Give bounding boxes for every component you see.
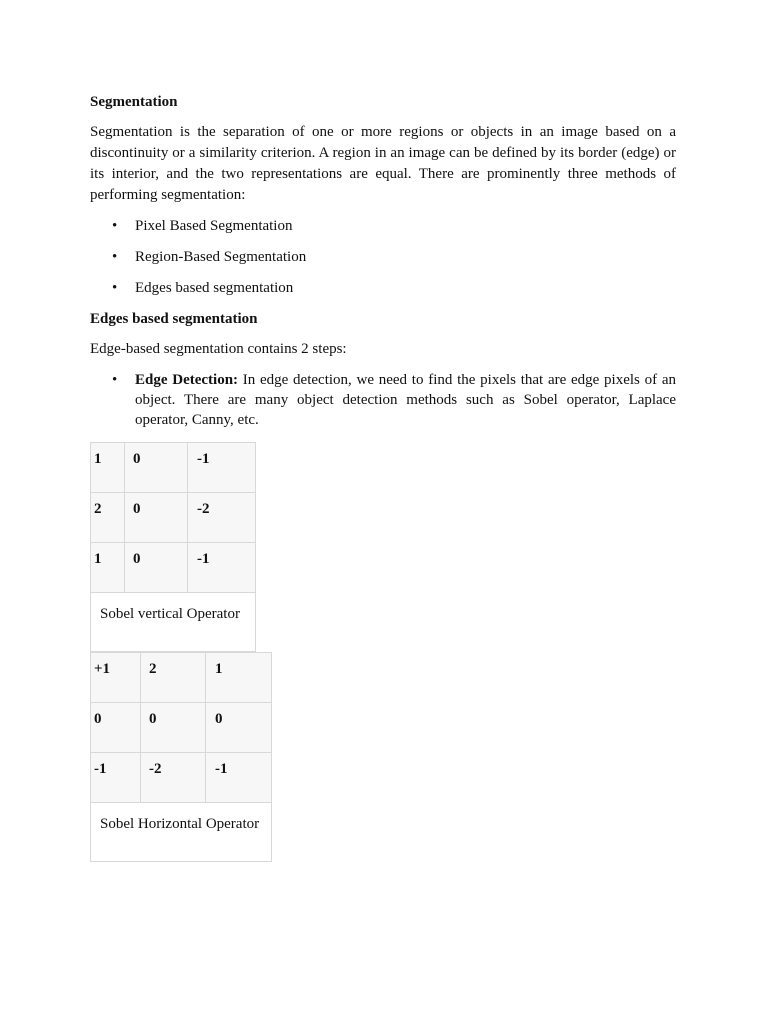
table-cell: 0 — [91, 703, 141, 753]
table-cell: 0 — [125, 493, 188, 543]
table-caption-row — [91, 803, 272, 862]
table-row — [91, 493, 256, 543]
list-item — [90, 370, 676, 430]
sobel-horizontal-table — [90, 652, 272, 862]
table-cell: 2 — [141, 653, 206, 703]
table-cell: 1 — [91, 443, 125, 493]
table-cell: 2 — [91, 493, 125, 543]
table-row — [91, 653, 272, 703]
table-row — [91, 443, 256, 493]
table-cell: -1 — [188, 443, 256, 493]
list-item-text: Edges based segmentation — [135, 280, 294, 296]
bullet-icon: • — [112, 280, 118, 296]
table-cell: 0 — [125, 443, 188, 493]
methods-list — [90, 216, 676, 298]
table-cell: 0 — [206, 703, 272, 753]
bullet-icon: • — [112, 249, 118, 265]
table-caption-row — [91, 593, 256, 652]
steps-intro-paragraph: Edge-based segmentation contains 2 steps: — [90, 341, 347, 357]
table-cell: +1 — [91, 653, 141, 703]
bullet-icon: • — [112, 218, 118, 234]
steps-list — [90, 370, 676, 430]
table-row — [91, 543, 256, 593]
list-item-text: Pixel Based Segmentation — [135, 218, 293, 234]
sobel-vertical-table — [90, 442, 256, 652]
table-cell: -1 — [91, 753, 141, 803]
list-item — [90, 216, 676, 236]
intro-paragraph: Segmentation is the separation of one or more regions or objects in an image based on a discontinuity or a similarity criterion. A region in an image can be defined by its border (edge) or its interior, and the two representations are equal. There are prominently three methods of performing segmentation: — [90, 124, 676, 203]
table-cell: -1 — [206, 753, 272, 803]
bullet-icon: • — [112, 372, 118, 388]
table-cell: 1 — [91, 543, 125, 593]
table-cell: -1 — [188, 543, 256, 593]
table-row — [91, 753, 272, 803]
table-cell: 0 — [125, 543, 188, 593]
table-cell: -2 — [188, 493, 256, 543]
edge-detection-text: In edge detection, we need to find the pixels that are edge pixels of an object. There are many object detection methods such as Sobel operator, Laplace operator, Canny, etc. — [135, 372, 676, 428]
list-item-text: Region-Based Segmentation — [135, 249, 307, 265]
table-cell: 0 — [141, 703, 206, 753]
list-item — [90, 247, 676, 267]
sobel-horizontal-caption: Sobel Horizontal Operator — [91, 803, 272, 862]
sobel-vertical-caption: Sobel vertical Operator — [91, 593, 256, 652]
list-item — [90, 278, 676, 298]
edge-detection-label: Edge Detection: — [135, 372, 239, 388]
document-content — [90, 92, 676, 862]
table-row — [91, 703, 272, 753]
table-cell: 1 — [206, 653, 272, 703]
section-heading-edges: Edges based segmentation — [90, 311, 258, 327]
table-cell: -2 — [141, 753, 206, 803]
section-heading-segmentation: Segmentation — [90, 94, 178, 110]
